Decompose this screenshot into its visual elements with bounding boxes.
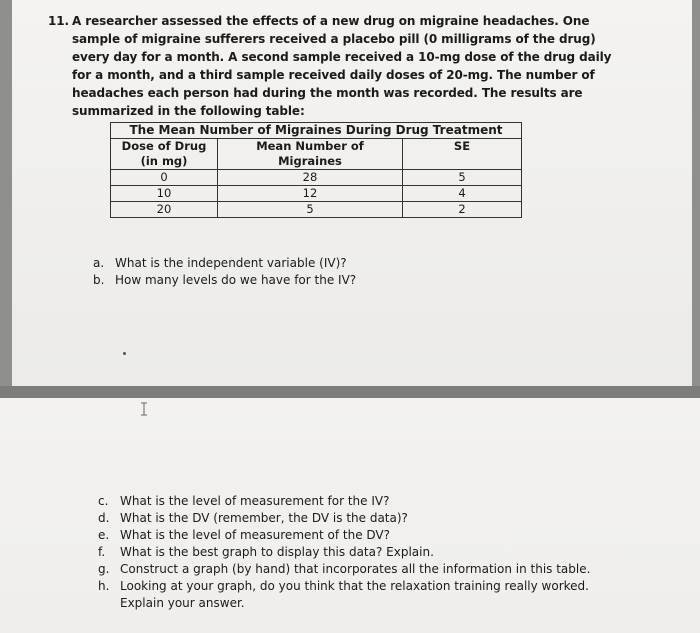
cell-se: 4 [403,186,522,202]
item-text: What is the level of measurement of the DV? [120,528,391,542]
page-gap [0,386,700,398]
list-item [98,544,618,561]
item-label: e. [98,528,110,542]
text-cursor-icon [137,402,151,416]
list-item [98,510,618,527]
cell-dose: 0 [111,170,218,186]
item-label: d. [98,511,110,525]
table-row [111,170,522,186]
table-row [111,202,522,218]
cell-dose: 20 [111,202,218,218]
cell-mean: 12 [218,186,403,202]
question-number: 11. [48,14,69,28]
item-text: What is the DV (remember, the DV is the data)? [120,511,408,525]
item-text: What is the independent variable (IV)? [115,256,347,270]
item-label: a. [93,256,105,270]
cell-dose: 10 [111,186,218,202]
table-row [111,186,522,202]
item-text: What is the best graph to display this data? Explain. [120,545,434,559]
list-item [93,255,593,272]
header-mean-unit: Migraines [218,154,403,170]
list-item [98,561,618,578]
item-text: What is the level of measurement for the IV? [120,494,390,508]
list-item [98,493,618,510]
cell-mean: 5 [218,202,403,218]
list-item [93,272,593,289]
item-label: f. [98,545,106,559]
header-se: SE [403,139,522,155]
cell-se: 5 [403,170,522,186]
list-item [98,578,618,612]
header-dose: Dose of Drug [111,139,218,155]
table-title: The Mean Number of Migraines During Drug Treatment [111,123,522,139]
item-text: How many levels do we have for the IV? [115,273,357,287]
list-item [98,527,618,544]
header-se-blank [403,154,522,170]
item-text: Construct a graph (by hand) that incorporates all the information in this table. [120,562,591,576]
item-label: g. [98,562,110,576]
cell-mean: 28 [218,170,403,186]
questions-top-list [93,255,593,289]
header-mean: Mean Number of [218,139,403,155]
item-label: h. [98,579,110,593]
question-text: A researcher assessed the effects of a new drug on migraine headaches. One sample of migraine sufferers received a placebo pill (0 milligrams of the drug) every day for a month. A second sample received a 10-mg dose of the drug daily for a month, and a third sample received daily doses of 20-mg. The number of headaches each person had during the month was recorded. The results are summarized in the following table: [72,14,612,118]
questions-bottom-list [98,493,618,612]
stray-dot [123,352,126,355]
item-label: b. [93,273,105,287]
cell-se: 2 [403,202,522,218]
header-dose-unit: (in mg) [111,154,218,170]
item-label: c. [98,494,109,508]
drug-table [110,122,522,218]
question-11 [48,12,618,120]
item-text: Looking at your graph, do you think that the relaxation training really worked. Explain your answer. [120,579,589,610]
